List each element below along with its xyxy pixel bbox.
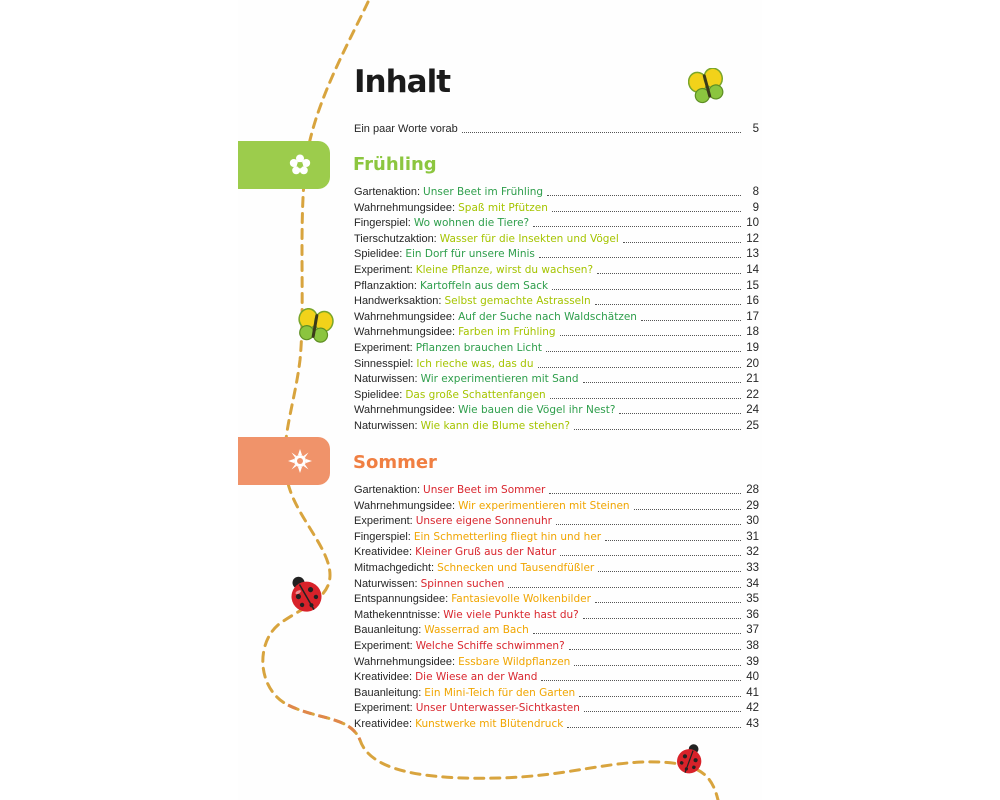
page-number: 40 xyxy=(746,671,759,684)
dot-leader xyxy=(508,586,741,588)
toc-entry-row[interactable] xyxy=(354,355,759,371)
entry-title: Kleiner Gruß aus der Natur xyxy=(415,546,557,559)
entry-category: Tierschutzaktion: xyxy=(354,232,437,245)
toc-entry-row[interactable] xyxy=(354,245,759,261)
dot-leader xyxy=(598,570,741,572)
entry-category: Bauanleitung: xyxy=(354,624,422,637)
entry-category: Mathekenntnisse: xyxy=(354,608,441,621)
toc-entry-row[interactable] xyxy=(354,575,759,591)
toc-entry-row[interactable] xyxy=(354,512,759,528)
page-number: 36 xyxy=(746,608,759,621)
entry-category: Naturwissen: xyxy=(354,373,418,386)
entry-category: Wahrnehmungsidee: xyxy=(354,201,456,214)
dot-leader xyxy=(595,601,741,603)
entry-title: Wir experimentieren mit Steinen xyxy=(458,499,630,512)
page-number: 33 xyxy=(746,562,759,574)
dot-leader xyxy=(541,679,741,681)
entry-category: Spielidee: xyxy=(354,388,403,401)
toc-entry-row[interactable] xyxy=(354,308,759,324)
entry-title: Wie kann die Blume stehen? xyxy=(420,420,570,432)
page-number: 29 xyxy=(746,499,759,512)
entry-category: Entspannungsidee: xyxy=(354,593,449,606)
toc-entry-row[interactable] xyxy=(354,323,759,339)
dot-leader xyxy=(550,397,741,399)
entry-category: Fingerspiel: xyxy=(354,217,411,230)
entry-title: Kleine Pflanze, wirst du wachsen? xyxy=(415,264,594,276)
toc-entry-row[interactable] xyxy=(354,199,759,215)
page-number: 34 xyxy=(746,577,759,590)
page-number: 25 xyxy=(746,420,759,432)
dot-leader xyxy=(567,726,741,728)
toc-entry-row[interactable] xyxy=(354,386,759,402)
dot-leader xyxy=(549,492,741,494)
entry-category: Bauanleitung: xyxy=(354,686,422,699)
entry-title: Das große Schattenfangen xyxy=(405,388,546,401)
page-number: 16 xyxy=(746,295,759,308)
intro-label: Ein paar Worte vorab xyxy=(354,123,458,135)
toc-entry-row[interactable] xyxy=(354,606,759,622)
page-number: 18 xyxy=(746,326,759,339)
page-number: 22 xyxy=(746,388,759,401)
toc-entry-row[interactable] xyxy=(354,214,759,230)
entry-category: Spielidee: xyxy=(354,248,403,261)
page-number: 37 xyxy=(746,624,759,637)
entry-category: Mitmachgedicht: xyxy=(354,562,435,574)
page-number: 24 xyxy=(746,404,759,417)
entry-category: Experiment: xyxy=(354,264,413,276)
dot-leader xyxy=(539,256,741,258)
toc-entry-row[interactable] xyxy=(354,684,759,700)
entry-title: Kunstwerke mit Blütendruck xyxy=(415,718,564,730)
dot-leader xyxy=(552,210,741,212)
toc-entry-row[interactable] xyxy=(354,497,759,513)
dot-leader xyxy=(623,241,741,243)
summer-tab xyxy=(238,437,330,485)
page-number: 39 xyxy=(746,655,759,668)
toc-entry-row[interactable] xyxy=(354,292,759,308)
page-number: 9 xyxy=(752,201,759,214)
page-title: Inhalt xyxy=(354,64,451,100)
entry-title: Unser Unterwasser-Sichtkasten xyxy=(415,702,580,715)
entry-title: Schnecken und Tausendfüßler xyxy=(437,562,595,574)
entry-title: Kartoffeln aus dem Sack xyxy=(419,279,549,292)
entry-title: Fantasievolle Wolkenbilder xyxy=(451,593,591,606)
entry-title: Wasser für die Insekten und Vögel xyxy=(439,232,619,245)
page-number: 20 xyxy=(746,357,759,370)
dot-leader xyxy=(595,303,741,305)
ladybug-icon xyxy=(672,742,708,776)
dot-leader xyxy=(605,539,741,541)
entry-title: Wie bauen die Vögel ihr Nest? xyxy=(458,404,616,417)
entry-title: Spinnen suchen xyxy=(420,577,505,590)
entry-category: Kreatividee: xyxy=(354,671,413,684)
dot-leader xyxy=(579,695,741,697)
butterfly-icon xyxy=(688,68,726,104)
dot-leader xyxy=(533,225,741,227)
entry-category: Kreatividee: xyxy=(354,718,413,730)
entry-title: Selbst gemachte Astrasseln xyxy=(444,295,591,308)
toc-entry-row[interactable] xyxy=(354,370,759,386)
toc-entry-row[interactable] xyxy=(354,715,759,731)
entry-category: Sinnesspiel: xyxy=(354,357,414,370)
toc-entry-row[interactable] xyxy=(354,417,759,433)
ladybug-icon xyxy=(283,573,327,615)
entry-category: Pflanzaktion: xyxy=(354,279,417,292)
entry-category: Handwerksaktion: xyxy=(354,295,442,308)
page-number: 19 xyxy=(746,342,759,354)
entry-category: Wahrnehmungsidee: xyxy=(354,655,456,668)
entry-category: Naturwissen: xyxy=(354,420,418,432)
page-number: 13 xyxy=(746,248,759,261)
page-number: 31 xyxy=(746,530,759,543)
page-number: 30 xyxy=(746,515,759,528)
entry-category: Naturwissen: xyxy=(354,577,418,590)
toc-entry-row[interactable] xyxy=(354,543,759,559)
toc-intro-row[interactable] xyxy=(354,120,759,136)
entry-category: Experiment: xyxy=(354,342,413,354)
section-heading-summer: Sommer xyxy=(353,452,437,473)
page-number: 21 xyxy=(746,373,759,386)
entry-title: Farben im Frühling xyxy=(458,326,556,339)
entry-title: Auf der Suche nach Waldschätzen xyxy=(458,310,637,323)
page-number: 43 xyxy=(746,718,759,730)
dot-leader xyxy=(560,334,741,336)
entry-title: Wo wohnen die Tiere? xyxy=(413,217,530,230)
entry-category: Wahrnehmungsidee: xyxy=(354,310,456,323)
dot-leader xyxy=(552,288,741,290)
dot-leader xyxy=(574,664,741,666)
entry-title: Spaß mit Pfützen xyxy=(458,201,548,214)
page-number: 8 xyxy=(752,186,759,198)
dot-leader xyxy=(547,194,741,196)
spring-tab xyxy=(238,141,330,189)
entry-title: Pflanzen brauchen Licht xyxy=(415,342,542,354)
page-number: 42 xyxy=(746,702,759,715)
page-number: 38 xyxy=(746,640,759,652)
entry-title: Unser Beet im Frühling xyxy=(423,186,544,198)
dot-leader xyxy=(583,381,741,383)
page-number: 12 xyxy=(746,232,759,245)
toc-entry-row[interactable] xyxy=(354,481,759,497)
entry-title: Essbare Wildpflanzen xyxy=(458,655,571,668)
dot-leader xyxy=(556,523,741,525)
dot-leader xyxy=(634,508,741,510)
entry-category: Fingerspiel: xyxy=(354,530,411,543)
entry-category: Experiment: xyxy=(354,640,413,652)
toc-entry-row[interactable] xyxy=(354,261,759,277)
entry-category: Experiment: xyxy=(354,702,413,715)
page-number: 32 xyxy=(746,546,759,559)
dot-leader xyxy=(584,710,741,712)
entry-category: Experiment: xyxy=(354,515,413,528)
entry-title: Wie viele Punkte hast du? xyxy=(443,608,579,621)
entry-category: Wahrnehmungsidee: xyxy=(354,499,456,512)
dot-leader xyxy=(641,319,741,321)
entry-title: Ein Mini-Teich für den Garten xyxy=(424,686,576,699)
toc-entry-row[interactable] xyxy=(354,230,759,246)
entry-title: Wasserrad am Bach xyxy=(424,624,529,637)
toc-entry-row[interactable] xyxy=(354,699,759,715)
dot-leader xyxy=(546,350,741,352)
entry-title: Ein Schmetterling fliegt hin und her xyxy=(413,530,602,543)
toc-entry-row[interactable] xyxy=(354,528,759,544)
dot-leader xyxy=(574,428,741,430)
page-number: 5 xyxy=(752,123,759,135)
toc-entry-row[interactable] xyxy=(354,183,759,199)
entry-category: Wahrnehmungsidee: xyxy=(354,404,456,417)
toc-entry-row[interactable] xyxy=(354,637,759,653)
toc-entry-row[interactable] xyxy=(354,653,759,669)
entry-title: Welche Schiffe schwimmen? xyxy=(415,640,565,652)
toc-entry-row[interactable] xyxy=(354,339,759,355)
toc-entry-row[interactable] xyxy=(354,621,759,637)
page-number: 10 xyxy=(746,217,759,230)
page-number: 28 xyxy=(746,484,759,496)
page-number: 41 xyxy=(746,686,759,699)
dot-leader xyxy=(597,272,741,274)
butterfly-icon xyxy=(296,308,334,344)
entry-category: Wahrnehmungsidee: xyxy=(354,326,456,339)
dot-leader xyxy=(569,648,741,650)
dot-leader xyxy=(533,632,741,634)
entry-category: Gartenaktion: xyxy=(354,484,421,496)
flower-icon xyxy=(288,153,312,177)
entry-title: Wir experimentieren mit Sand xyxy=(420,373,579,386)
page-number: 17 xyxy=(746,310,759,323)
entry-title: Unsere eigene Sonnenuhr xyxy=(415,515,552,528)
toc-entry-row[interactable] xyxy=(354,559,759,575)
entry-title: Ein Dorf für unsere Minis xyxy=(405,248,535,261)
toc-entry-row[interactable] xyxy=(354,668,759,684)
dot-leader xyxy=(583,617,741,619)
entry-title: Ich rieche was, das du xyxy=(416,357,534,370)
entry-title: Unser Beet im Sommer xyxy=(423,484,546,496)
page-number: 14 xyxy=(746,264,759,276)
dot-leader xyxy=(619,412,741,414)
section-heading-spring: Frühling xyxy=(353,154,437,175)
toc-entry-row[interactable] xyxy=(354,401,759,417)
toc-entry-row[interactable] xyxy=(354,277,759,293)
page-number: 15 xyxy=(746,279,759,292)
dot-leader xyxy=(560,554,741,556)
dot-leader xyxy=(462,131,741,133)
dot-leader xyxy=(538,366,741,368)
sun-icon xyxy=(288,449,312,473)
entry-category: Gartenaktion: xyxy=(354,186,421,198)
entry-title: Die Wiese an der Wand xyxy=(415,671,538,684)
entry-category: Kreatividee: xyxy=(354,546,413,559)
page-number: 35 xyxy=(746,593,759,606)
toc-entry-row[interactable] xyxy=(354,590,759,606)
